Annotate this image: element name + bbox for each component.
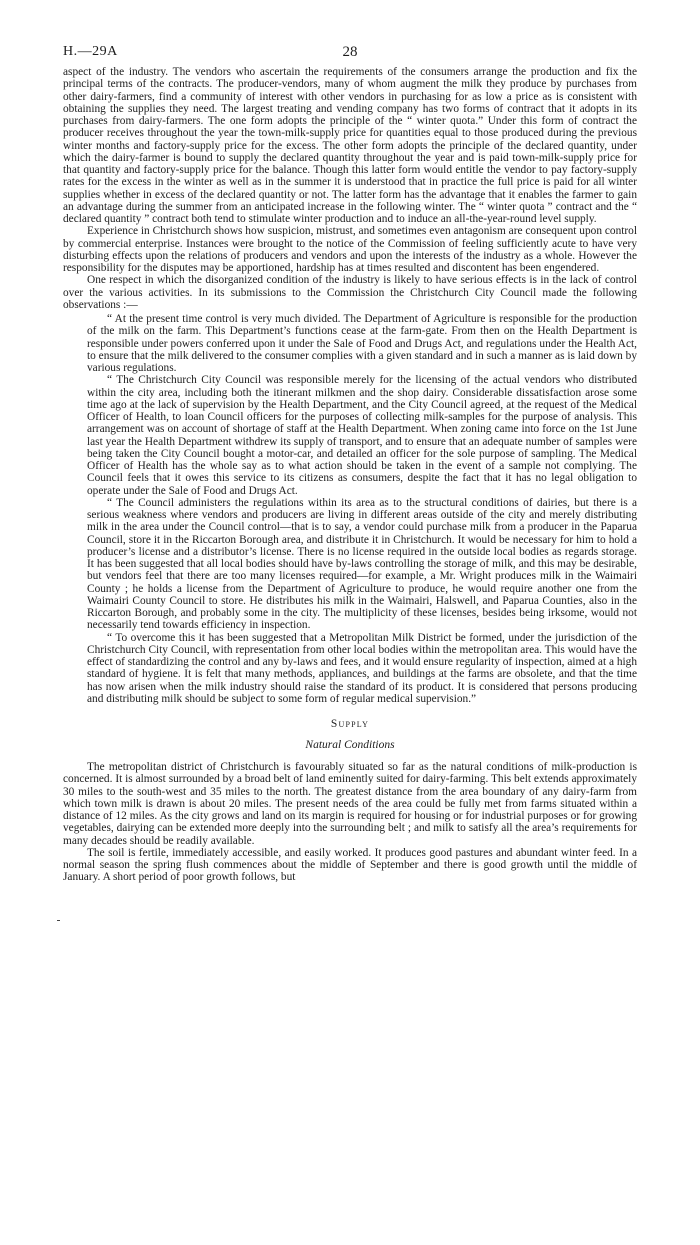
quote-paragraph: “ At the present time control is very much divided. The Department of Agriculture is responsible for the production of the milk on the farm. This Department’s functions cease at the farm-gate. From then on the Health Department is responsible under powers conferred upon it under the Sale of Food and Drugs Act, and regulations under the Health Act, to ensure that the milk delivered to the consumer complies with a given standard and in such a manner as is laid down by various regulations. [87,313,637,374]
quote-paragraph: “ The Council administers the regulations within its area as to the structural conditions of dairies, but there is a serious weakness where vendors and producers are living in different areas outside of the city and merely distributing milk in the area under the Council control—that is to say, a vendor could purchase milk from a producer in the Paparua Council, store it in the Riccarton Borough area, and distribute it in Christchurch. It would be necessary for him to hold a producer’s license and a distributor’s license. There is no license required in the outside local bodies as regards storage. It has been suggested that all local bodies should have by-laws controlling the storage of milk, and this may be desirable, but vendors feel that there are too many licenses required—for example, a Mr. Wright produces milk in the Waimairi County ; he holds a license from the Department of Agriculture to produce, he would require another one from the Waimairi County Council to store. He distributes his milk in the Waimairi, Halswell, and Paparua Counties, also in the Riccarton Borough, and probably some in the city. The multiplicity of these licenses, besides being irksome, would not necessarily tend towards efficiency in inspection. [87,496,637,632]
paragraph-metropolitan-district: The metropolitan district of Christchurch is favourably situated so far as the natural conditions of milk-production is concerned. It is almost surrounded by a broad belt of land eminently suited for dairy-farming. This belt extends approximately 30 miles to the south-west and 35 miles to the north. The greatest distance from the area boundary of any dairy-farm from which town milk is drawn is about 20 miles. The present needs of the area could be fully met from farms situated within a distance of 12 miles. As the city grows and land on its margin is required for housing or for industrial purposes or for growing vegetables, dairying can be extended more deeply into the surrounding belt ; and milk to satisfy all the area’s requirements for many decades should be readily available. [63,761,637,847]
paragraph-lack-of-control: One respect in which the disorganized condition of the industry is likely to have serious effects is in the lack of control over the various activities. In its submissions to the Commission the Christchurch City Council made the following observations :— [63,274,637,311]
document-page [63,44,637,884]
page-number: 28 [342,44,358,60]
section-heading: Supply [330,718,370,730]
sub-heading: Natural Conditions [305,739,395,751]
paragraph-soil: The soil is fertile, immediately accessible, and easily worked. It produces good pastures and abundant winter feed. In a normal season the spring flush commences about the middle of September and there is good growth until the middle of January. A short period of poor growth follows, but [63,846,637,884]
paragraph-industry-contracts: aspect of the industry. The vendors who ascertain the requirements of the consumers arrange the production and fix the principal terms of the contracts. The producer-vendors, many of whom augment the milk they produce by purchases from other dairy-farmers, find a community of interest with other vendors in purchasing for as low a price as is consistent with obtaining the supplies they need. The largest treating and vending company has two forms of contract that it adopts in its purchases from dairy-farmers. The one form adopts the principle of the “ winter quota.” Under this form of contract the producer receives throughout the year the town-milk-supply price for quantities equal to those produced during the previous winter months and factory-supply price for the excess. The other form adopts the principle of the declared quantity, under which the dairy-farmer is bound to supply the declared quantity throughout the year and is paid town-milk-supply price for that quantity and factory-supply price for the balance. Though this latter form would entitle the vendor to pay factory-supply rates for the excess in the winter as well as in the summer it is understood that in practice the full price is paid for all winter supplies whether in excess of the declared quantity or not. The latter form has the advantage that it enables the farmer to gain an advantage during the summer from an anticipated increase in the following winter. The “ winter quota ” contract and the “ declared quantity ” contract both tend to stimulate winter production and to induce an all-the-year-round level supply. [63,66,637,225]
council-submission-quote [87,313,637,705]
quote-paragraph: “ To overcome this it has been suggested that a Metropolitan Milk District be formed, under the jurisdiction of the Christchurch City Council, with representation from other local bodies within the metropolitan area. This would have the effect of standardizing the control and any by-laws and fees, and it would ensure regularity of inspection, aimed at a high standard of hygiene. It is felt that many methods, appliances, and buildings at the farms are obsolete, and that the time has now arisen when the milk industry should raise the standard of its product. It is considered that persons producing and distributing milk should be subject to some form of regular medical supervision.” [87,631,637,705]
margin-mark [57,920,60,921]
quote-paragraph: “ The Christchurch City Council was responsible merely for the licensing of the actual vendors who distributed within the city area, including both the itinerant milkmen and the shop dairy. Considerable dissatisfaction arose some time ago at the lack of supervision by the Health Department, and the City Council agreed, at the request of the Medical Officer of Health, to loan Council officers for the purposes of collecting milk-samples for the purpose of analysis. This arrangement was on account of shortage of staff at the Health Department. When zoning came into force on the 1st June last year the Health Department withdrew its supply of transport, and to ensure that an adequate number of samples were being taken the City Council bought a motor-car, and detailed an officer for the sole purpose of sampling. The Medical Officer of Health has the whole say as to what action should be taken in the event of a sample not complying. The Council feels that it owes this service to its citizens as consumers, despite the fact that it has no legal obligation to operate under the Sale of Food and Drugs Act. [87,374,637,497]
page-header [63,44,637,66]
document-reference: H.—29A [63,44,118,59]
paragraph-christchurch-experience: Experience in Christchurch shows how suspicion, mistrust, and sometimes even antagonism are consequent upon control by commercial enterprise. Instances were brought to the notice of the Commission of feeling sufficiently acute to have very disturbing effects upon the relations of producers and vendors and upon the interests of the industry as a whole. However the responsibility for the disputes may be apportioned, hardship has at times resulted and discontent has been engendered. [63,225,637,274]
